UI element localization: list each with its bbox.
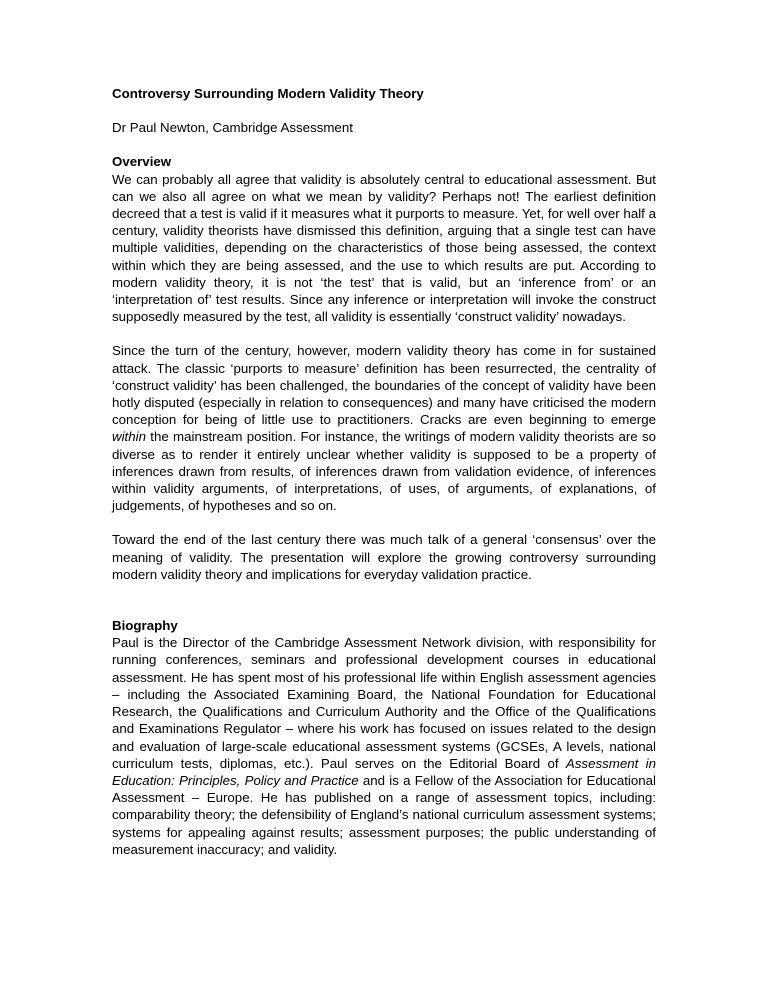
document-title: Controversy Surrounding Modern Validity Theory [112,86,424,101]
overview-paragraph-2-text-b: the mainstream position. For instance, the writings of modern validity theorists are so diverse as to render it entirely unclear whether validity is supposed to be a property of inferences drawn from results, of inferences drawn from validation evidence, of inferences within validity arguments, of interpretations, of uses, of arguments, of explanations, of judgements, of hypotheses and so on. [112,429,656,514]
overview-paragraph-3: Toward the end of the last century there was much talk of a general ‘consensus’ over the meaning of validity. The presentation will explore the growing controversy surrounding modern validity theory and implications for everyday validation practice. [112,532,656,582]
document-page [112,85,656,875]
section-spacer [112,600,656,617]
biography-journal-title: Assessment in Education: Principles, Policy and Practice [112,755,657,788]
biography-paragraph [112,634,656,858]
biography-heading: Biography [112,618,178,634]
biography-text-a: Paul is the Director of the Cambridge Assessment Network division, with responsibility for running conferences, seminars and professional development courses in educational assessment. He has spent most of his professional life within English assessment agencies – including the Associated Examining Board, the National Foundation for Educational Research, the Qualifications and Curriculum Authority and the Office of the Qualifications and Examinations Regulator – where his work has focused on issues related to the design and evaluation of large-scale educational assessment systems (GCSEs, A levels, national curriculum tests, diplomas, etc.). Paul serves on the Editorial Board of [112,635,656,771]
author-line: Dr Paul Newton, Cambridge Assessment [112,120,353,136]
overview-paragraph-2 [112,342,656,514]
biography-text-b: and is a Fellow of the Association for Educational Assessment – Europe. He has published on a range of assessment topics, including: comparability theory; the defensibility of England’s national curriculum assessment systems; systems for appealing against results; assessment purposes; the public understanding of measurement inaccuracy; and validity. [112,772,656,857]
overview-paragraph-2-text-a: Since the turn of the century, however, modern validity theory has come in for sustained attack. The classic ‘purports to measure’ definition has been resurrected, the centrality of ‘construct validity’ has been challenged, the boundaries of the concept of validity have been hotly disputed (especially in relation to consequences) and many have criticised the modern conception for being of little use to practitioners. Cracks are even beginning to emerge [112,343,656,428]
overview-paragraph-2-emphasis: within [112,429,146,445]
overview-paragraph-1: We can probably all agree that validity is absolutely central to educational assessment. But can we also all agree on what we mean by validity? Perhaps not! The earliest definition decreed that a test is valid if it measures what it purports to measure. Yet, for well over half a century, validity theorists have dismissed this definition, arguing that a single test can have multiple validities, depending on the characteristics of those being assessed, the context within which they are being assessed, and the use to which results are put. According to modern validity theory, it is not ‘the test’ that is valid, but an ‘inference from’ or an ‘interpretation of’ test results. Since any inference or interpretation will invoke the construct supposedly measured by the test, all validity is essentially ‘construct validity’ nowadays. [112,171,656,325]
overview-heading: Overview [112,154,172,170]
